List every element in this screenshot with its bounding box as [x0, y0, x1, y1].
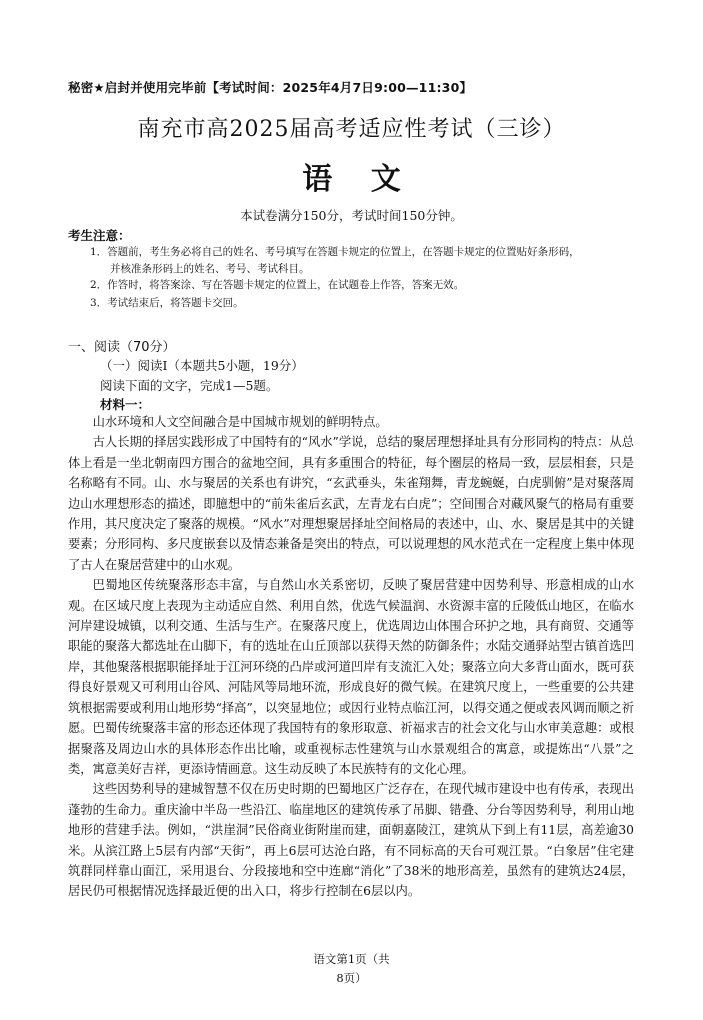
- confidential-line: 秘密★启封并使用完毕前【考试时间：2025年4月7日9:00—11:30】: [68, 80, 473, 95]
- section-heading: 一、阅读（70分）: [68, 340, 176, 355]
- notice-item-2: 2．作答时，将答案涂、写在答题卡规定的位置上，在试题卷上作答，答案无效。: [90, 279, 465, 291]
- notice-item-1: [90, 244, 650, 278]
- material-label: 材料一：: [100, 397, 151, 412]
- exam-title: 南充市高2025届高考适应性考试（三诊）: [137, 117, 566, 142]
- paragraph: 巴蜀地区传统聚落形态丰富，与自然山水关系密切，反映了聚居营建中因势利导、形意相成的山水观。在区域尺度上表现为主动适应自然、利用自然，优选气候温润、水资源丰富的丘陵低山地区，在临水河岸建设城镇，以利交通、生活与生产。在聚落尺度上，优选周边山体围合环护之地，具有商贸、交通等职能的聚落大都选址在山脚下，有的选址在山丘顶部以获得天然的防御条件；水陆交通驿站型古镇首选凹岸，其他聚落根据职能择址于江河环绕的凸岸或河道凹岸有支流汇入处；聚落立向大多背山面水，既可获得良好景观又可利用山谷风、河陆风等局地环流，形成良好的微气候。在建筑尺度上，一些重要的公共建筑根据需要或利用山地形势“择高”，以突显地位；或因行业特点临江河，以得交通之便或表风调而顺之祈愿。巴蜀传统聚落丰富的形态还体现了我国特有的象形取意、祈福求吉的社会文化与山水审美意趣：或根据聚落及周边山水的具体形态作出比喻，或重视标志性建筑与山水景观组合的寓意，或提炼出“八景”之类，寓意美好吉祥，更添诗情画意。这生动反映了本民族特有的文化心理。: [68, 578, 634, 776]
- notice-item-1-line-2: 并核准条形码上的姓名、考号、考试科目。: [110, 263, 310, 275]
- notice-item-1-line-1: 1．答题前，考生务必将自己的姓名、考号填写在答题卡规定的位置上，在答题卡规定的位置贴好条形码，: [90, 246, 580, 258]
- notice-title: 考生注意：: [68, 228, 131, 243]
- paragraph: 山水环境和人文空间融合是中国城市规划的鲜明特点。: [92, 415, 388, 429]
- page-footer: [0, 950, 703, 988]
- reading-instruction: 阅读下面的文字，完成1—5题。: [100, 378, 279, 393]
- subject-title: 语 文: [302, 162, 415, 197]
- paragraph: 古人长期的择居实践形成了中国特有的“风水”学说，总结的聚居理想择址具有分形同构的特点：从总体上看是一坐北朝南四方围合的盆地空间，具有多重围合的特征，每个圈层的格局一致，层层相套，只是名称略有不同。山、水与聚居的关系也有讲究，“玄武垂头，朱雀翔舞，青龙蜿蜒，白虎驯俯”是对聚落周边山水理想形态的描述，即臆想中的“前朱雀后玄武，左青龙右白虎”；空间围合对藏风聚气的格局有重要作用，其尺度决定了聚落的规模。“风水”对理想聚居择址空间格局的表述中，山、水、聚居是其中的关键要素；分形同构、多尺度嵌套以及情态兼备是突出的特点，可以说理想的风水范式在一定程度上集中体现了古人在聚居营建中的山水观。: [68, 435, 634, 572]
- page-number-line-2: 8页）: [336, 971, 367, 985]
- score-note: 本试卷满分150分，考试时间150分钟。: [240, 208, 463, 223]
- reading-passage: [68, 412, 634, 902]
- sub-section-heading: （一）阅读Ⅰ（本题共5小题，19分）: [100, 358, 304, 373]
- notice-item-3: 3．考试结束后，将答题卡交回。: [90, 297, 244, 309]
- paragraph: 这些因势利导的建城智慧不仅在历史时期的巴蜀地区广泛存在，在现代城市建设中也有传承，表现出蓬勃的生命力。重庆渝中半岛一些沿江、临崖地区的建筑传承了吊脚、错叠、分台等因势利导，利用山地地形的营建手法。例如，“洪崖洞”民俗商业街附崖而建，面朝嘉陵江，建筑从下到上有11层，高差逾30米。从滨江路上5层有内部“天街”，再上6层可达沧白路，有不同标高的天台可观江景。“白象居”住宅建筑群同样靠山面江，采用退台、分段接地和空中连廊“消化”了38米的地形高差，虽然有的建筑达24层，居民仍可根据情况选择最近便的出入口，将步行控制在6层以内。: [68, 782, 634, 899]
- page-number-line-1: 语文第1页（共: [313, 952, 390, 966]
